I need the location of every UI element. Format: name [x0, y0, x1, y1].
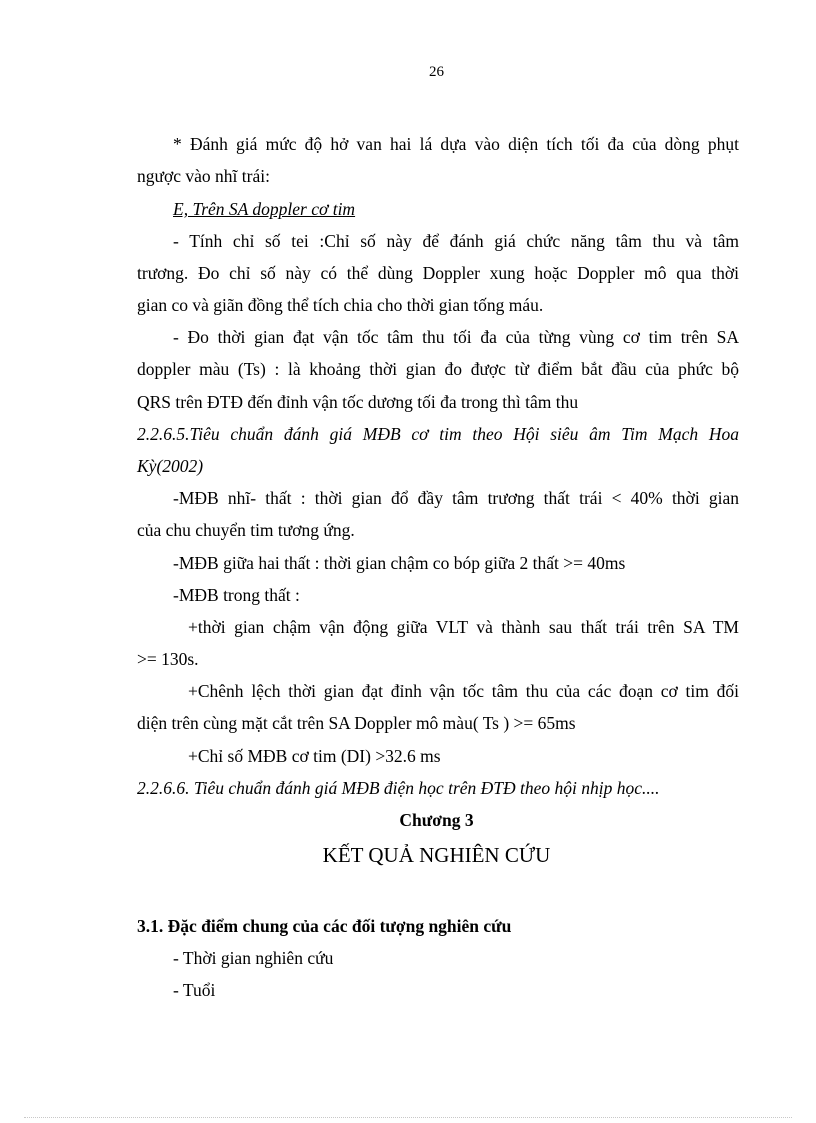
chapter-title: KẾT QUẢ NGHIÊN CỨU: [322, 843, 551, 867]
page-bottom-border: [24, 1117, 792, 1118]
paragraph-line: diện trên cùng mặt cắt trên SA Doppler mô màu( Ts ) >= 65ms: [137, 713, 576, 733]
paragraph-line: -MĐB trong thất :: [173, 585, 300, 605]
paragraph-line: QRS trên ĐTĐ đến đỉnh vận tốc dương tối đa trong thì tâm thu: [137, 392, 579, 412]
paragraph-line: -MĐB giữa hai thất : thời gian chậm co bóp giữa 2 thất >= 40ms: [173, 553, 626, 573]
paragraph-line: -MĐB nhĩ- thất : thời gian đổ đầy tâm trương thất trái < 40% thời gian: [173, 488, 739, 508]
section-heading-italic: 2.2.6.5.Tiêu chuẩn đánh giá MĐB cơ tim theo Hội siêu âm Tim Mạch Hoa: [137, 424, 739, 444]
subsection-heading: E, Trên SA doppler cơ tim: [173, 199, 356, 219]
list-item: - Thời gian nghiên cứu: [173, 948, 334, 968]
page-number: 26: [429, 64, 444, 80]
paragraph-line: +thời gian chậm vận động giữa VLT và thành sau thất trái trên SA TM: [188, 617, 739, 637]
paragraph-line: doppler màu (Ts) : là khoảng thời gian đo được từ điểm bắt đầu của phức bộ: [137, 359, 739, 379]
section-heading-italic: 2.2.6.6. Tiêu chuẩn đánh giá MĐB điện học trên ĐTĐ theo hội nhịp học....: [137, 778, 660, 798]
section-heading-italic: Kỳ(2002): [137, 456, 204, 476]
paragraph-line: +Chênh lệch thời gian đạt đỉnh vận tốc tâm thu của các đoạn cơ tim đối: [188, 681, 739, 701]
paragraph-line: trương. Đo chỉ số này có thể dùng Doppler xung hoặc Doppler mô qua thời: [137, 263, 739, 283]
paragraph-line: của chu chuyển tim tương ứng.: [137, 520, 355, 540]
section-heading: 3.1. Đặc điểm chung của các đối tượng nghiên cứu: [137, 916, 512, 936]
paragraph-line: +Chỉ số MĐB cơ tim (DI) >32.6 ms: [188, 746, 441, 766]
paragraph-line: - Đo thời gian đạt vận tốc tâm thu tối đa của từng vùng cơ tim trên SA: [173, 327, 739, 347]
paragraph-line: - Tính chỉ số tei :Chỉ số này để đánh giá chức năng tâm thu và tâm: [173, 231, 739, 251]
list-item: - Tuổi: [173, 980, 216, 1000]
paragraph-line: ngược vào nhĩ trái:: [137, 166, 270, 186]
paragraph-line: gian co và giãn đồng thể tích chia cho thời gian tống máu.: [137, 295, 544, 315]
paragraph-line: * Đánh giá mức độ hở van hai lá dựa vào diện tích tối đa của dòng phụt: [173, 134, 739, 154]
chapter-label: Chương 3: [399, 810, 474, 830]
paragraph-line: >= 130s.: [137, 649, 199, 669]
